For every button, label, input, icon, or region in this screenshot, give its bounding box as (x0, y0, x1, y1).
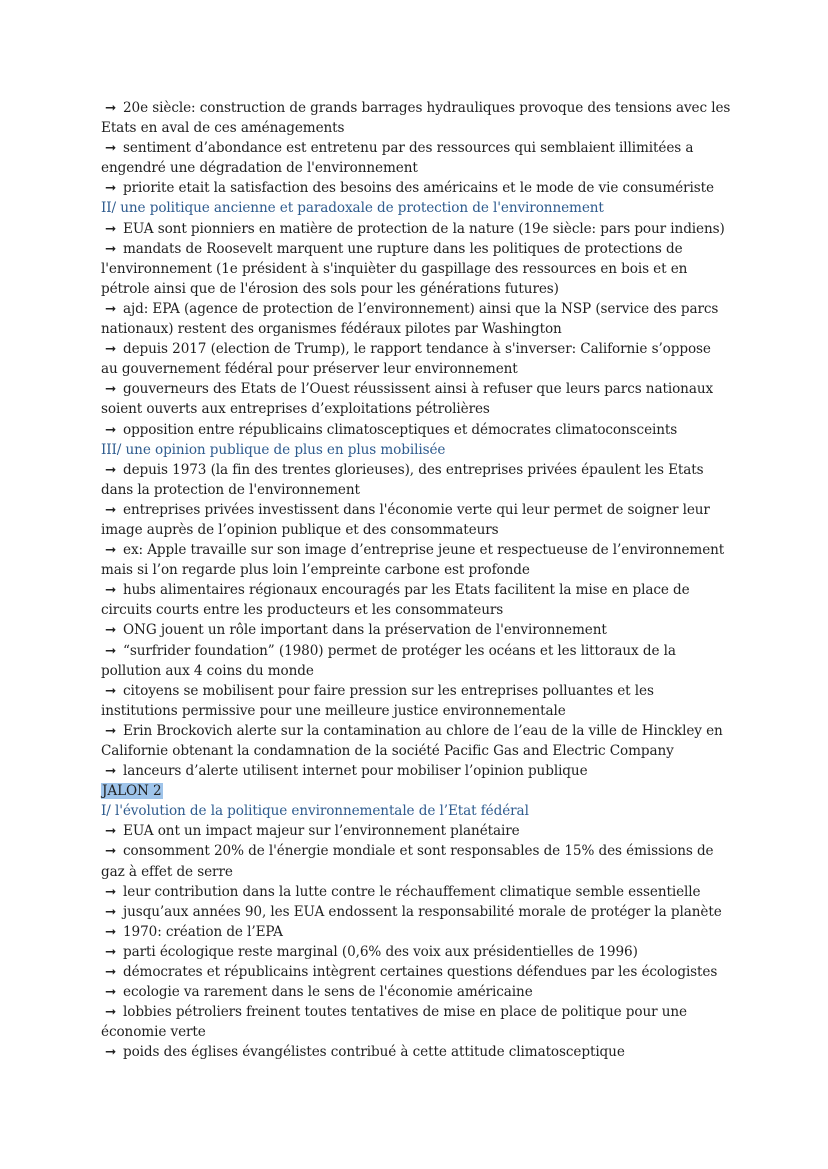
line-text: engendré une dégradation de l'environnement (101, 160, 418, 177)
bullet-item (101, 239, 731, 259)
line-text: opposition entre républicains climatosceptiques et démocrates climatoconsceints (123, 421, 678, 438)
line-text: Erin Brockovich alerte sur la contamination au chlore de l’eau de la ville de Hinckley en (123, 722, 723, 739)
continuation-line (101, 118, 731, 138)
continuation-line (101, 279, 731, 299)
line-text: ex: Apple travaille sur son image d’entreprise jeune et respectueuse de l’environnement (123, 542, 725, 559)
line-text: circuits courts entre les producteurs et les consommateurs (101, 602, 504, 619)
bullet-item (101, 580, 731, 600)
line-text: pollution aux 4 coins du monde (101, 662, 314, 679)
bullet-item (101, 982, 731, 1002)
line-text: poids des églises évangélistes contribué à cette attitude climatosceptique (123, 1044, 625, 1061)
right-arrow-icon: ➞ (105, 883, 117, 900)
line-text: gaz à effet de serre (101, 863, 233, 880)
right-arrow-icon: ➞ (105, 642, 117, 659)
bullet-item (101, 1042, 731, 1062)
line-text: l'environnement (1e président à s'inquièter du gaspillage des ressources en bois et en (101, 260, 688, 277)
bullet-item (101, 339, 731, 359)
continuation-line (101, 259, 731, 279)
line-text: mandats de Roosevelt marquent une rupture dans les politiques de protections de (123, 240, 683, 257)
line-text: sentiment d’abondance est entretenu par des ressources qui semblaient illimitées a (123, 140, 694, 157)
right-arrow-icon: ➞ (105, 341, 117, 358)
bullet-item (101, 761, 731, 781)
line-text: dans la protection de l'environnement (101, 481, 360, 498)
bullet-item (101, 922, 731, 942)
bullet-item (101, 882, 731, 902)
continuation-line (101, 480, 731, 500)
right-arrow-icon: ➞ (105, 542, 117, 559)
bullet-item (101, 460, 731, 480)
bullet-item (101, 962, 731, 982)
right-arrow-icon: ➞ (105, 943, 117, 960)
line-text: depuis 1973 (la fin des trentes glorieuses), des entreprises privées épaulent les Etats (123, 461, 704, 478)
line-text: parti écologique reste marginal (0,6% des voix aux présidentielles de 1996) (123, 943, 638, 960)
continuation-line (101, 1022, 731, 1042)
line-text: jusqu’aux années 90, les EUA endossent la responsabilité morale de protéger la planète (123, 903, 722, 920)
right-arrow-icon: ➞ (105, 220, 117, 237)
bullet-item (101, 1002, 731, 1022)
bullet-item (101, 299, 731, 319)
line-text: lanceurs d’alerte utilisent internet pour mobiliser l’opinion publique (123, 763, 588, 780)
line-text: priorite etait la satisfaction des besoins des américains et le mode de vie consumériste (123, 180, 714, 197)
line-text: hubs alimentaires régionaux encouragés par les Etats facilitent la mise en place de (123, 582, 690, 599)
line-text: Californie obtenant la condamnation de la société Pacific Gas and Electric Company (101, 743, 674, 759)
line-text: institutions permissive pour une meilleure justice environnementale (101, 702, 566, 719)
bullet-item (101, 420, 731, 440)
right-arrow-icon: ➞ (105, 622, 117, 639)
continuation-line (101, 359, 731, 379)
continuation-line (101, 661, 731, 681)
line-text: nationaux) restent des organismes fédéraux pilotes par Washington (101, 321, 562, 338)
line-text: ecologie va rarement dans le sens de l'économie américaine (123, 984, 533, 1001)
continuation-line (101, 701, 731, 721)
bullet-item (101, 379, 731, 399)
line-text: au gouvernement fédéral pour préserver leur environnement (101, 361, 518, 378)
line-text: JALON 2 (102, 783, 162, 800)
bullet-item (101, 942, 731, 962)
right-arrow-icon: ➞ (105, 763, 117, 780)
right-arrow-icon: ➞ (105, 501, 117, 518)
line-text: démocrates et républicains intègrent certaines questions défendues par les écologistes (123, 964, 718, 981)
line-text: Etats en aval de ces aménagements (101, 120, 345, 137)
right-arrow-icon: ➞ (105, 100, 117, 116)
continuation-line (101, 158, 731, 178)
right-arrow-icon: ➞ (105, 682, 117, 699)
continuation-line (101, 560, 731, 580)
continuation-line (101, 741, 731, 761)
right-arrow-icon: ➞ (105, 300, 117, 317)
right-arrow-icon: ➞ (105, 1004, 117, 1021)
line-text: entreprises privées investissent dans l'économie verte qui leur permet de soigner leur (123, 501, 710, 518)
bullet-item (101, 641, 731, 661)
right-arrow-icon: ➞ (105, 381, 117, 398)
document-page (101, 98, 731, 1063)
continuation-line (101, 600, 731, 620)
line-text: soient ouverts aux entreprises d’exploitations pétrolières (101, 401, 490, 418)
line-text: depuis 2017 (election de Trump), le rapport tendance à s'inverser: Californie s’oppose (123, 341, 711, 358)
right-arrow-icon: ➞ (105, 843, 117, 860)
right-arrow-icon: ➞ (105, 823, 117, 840)
line-text: “surfrider foundation” (1980) permet de protéger les océans et les littoraux de la (123, 642, 676, 659)
right-arrow-icon: ➞ (105, 461, 117, 478)
continuation-line (101, 862, 731, 882)
line-text: ajd: EPA (agence de protection de l’environnement) ainsi que la NSP (service des parcs (123, 300, 719, 317)
continuation-line (101, 319, 731, 339)
right-arrow-icon: ➞ (105, 903, 117, 920)
section-heading (101, 198, 731, 218)
line-text: ONG jouent un rôle important dans la préservation de l'environnement (123, 622, 607, 639)
bullet-item (101, 138, 731, 158)
bullet-item (101, 620, 731, 640)
line-text: 20e siècle: construction de grands barrages hydrauliques provoque des tensions avec les (123, 100, 731, 116)
line-text: économie verte (101, 1024, 206, 1041)
right-arrow-icon: ➞ (105, 582, 117, 599)
line-text: citoyens se mobilisent pour faire pression sur les entreprises polluantes et les (123, 682, 654, 699)
section-heading (101, 440, 731, 460)
line-text: image auprès de l’opinion publique et des consommateurs (101, 521, 499, 538)
line-text: EUA ont un impact majeur sur l’environnement planétaire (123, 823, 520, 840)
bullet-item (101, 219, 731, 239)
right-arrow-icon: ➞ (105, 964, 117, 981)
bullet-item (101, 178, 731, 198)
bullet-item (101, 821, 731, 841)
right-arrow-icon: ➞ (105, 240, 117, 257)
highlighted-label (101, 781, 731, 801)
right-arrow-icon: ➞ (105, 984, 117, 1001)
right-arrow-icon: ➞ (105, 421, 117, 438)
right-arrow-icon: ➞ (105, 722, 117, 739)
line-text: pétrole ainsi que de l'érosion des sols pour les générations futures) (101, 280, 559, 297)
line-text: consomment 20% de l'énergie mondiale et sont responsables de 15% des émissions de (123, 843, 714, 860)
line-text: lobbies pétroliers freinent toutes tentatives de mise en place de politique pour une (123, 1004, 687, 1021)
bullet-item (101, 902, 731, 922)
bullet-item (101, 540, 731, 560)
line-text: III/ une opinion publique de plus en plus mobilisée (101, 441, 446, 458)
right-arrow-icon: ➞ (105, 923, 117, 940)
bullet-item (101, 500, 731, 520)
right-arrow-icon: ➞ (105, 1044, 117, 1061)
line-text: I/ l'évolution de la politique environnementale de l’Etat fédéral (101, 803, 529, 820)
continuation-line (101, 399, 731, 419)
line-text: 1970: création de l’EPA (123, 923, 283, 940)
right-arrow-icon: ➞ (105, 180, 117, 197)
line-text: leur contribution dans la lutte contre le réchauffement climatique semble essentielle (123, 883, 701, 900)
line-text: EUA sont pionniers en matière de protection de la nature (19e siècle: pars pour indiens) (123, 220, 725, 237)
continuation-line (101, 520, 731, 540)
bullet-item (101, 681, 731, 701)
section-heading (101, 801, 731, 821)
line-text: mais si l’on regarde plus loin l’empreinte carbone est profonde (101, 562, 530, 579)
bullet-item (101, 721, 731, 741)
line-text: gouverneurs des Etats de l’Ouest réussissent ainsi à refuser que leurs parcs nationaux (123, 381, 714, 398)
right-arrow-icon: ➞ (105, 140, 117, 157)
bullet-item (101, 98, 731, 118)
bullet-item (101, 841, 731, 861)
line-text: II/ une politique ancienne et paradoxale de protection de l'environnement (101, 200, 604, 217)
